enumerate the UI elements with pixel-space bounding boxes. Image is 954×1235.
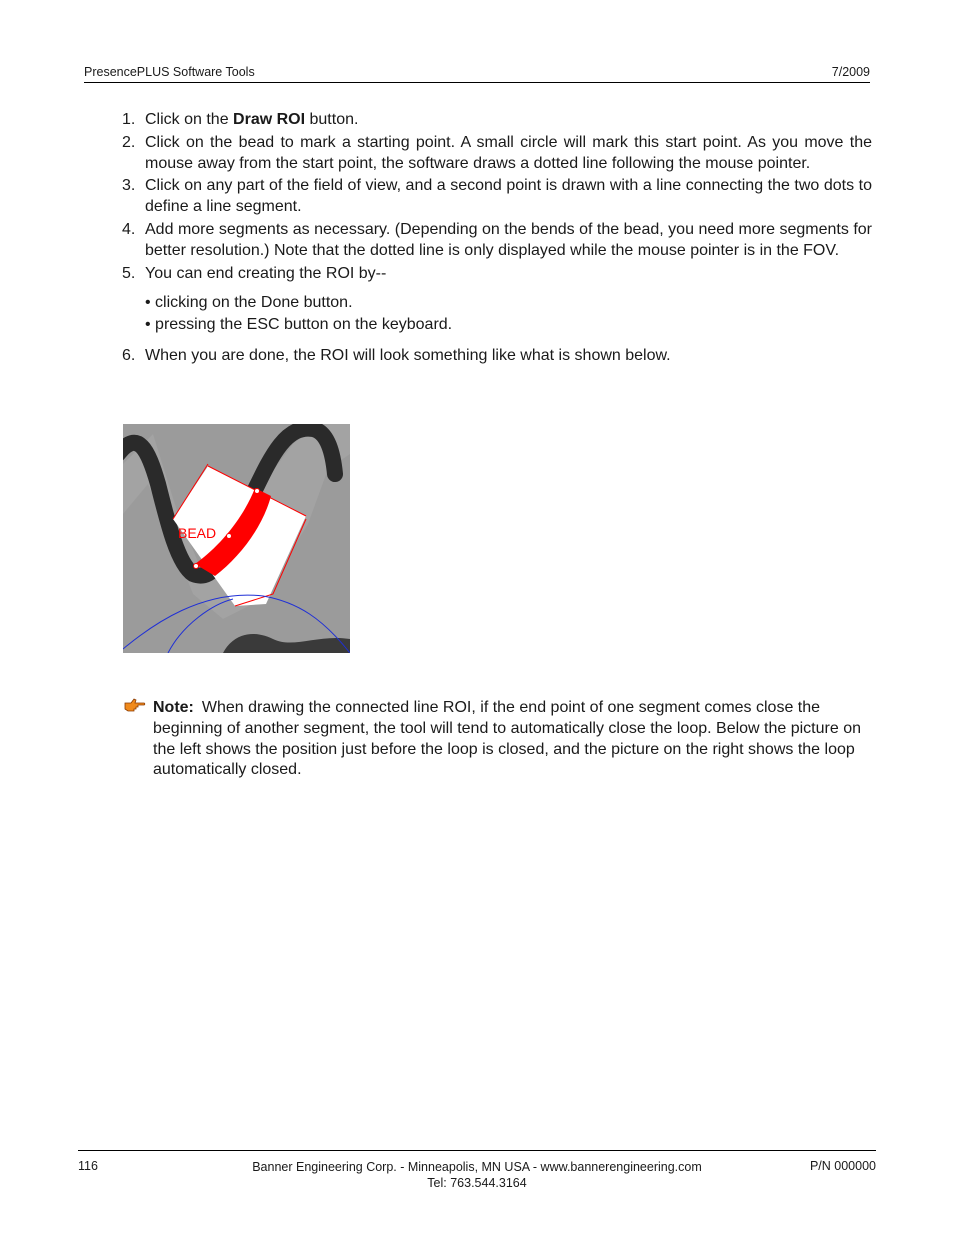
step-text: Click on the bead to mark a starting point. A small circle will mark this start point. As you move the mouse away from the start point, the software draws a dotted line following the mouse pointer. [145, 133, 872, 172]
step-text-pre: Click on the [145, 111, 234, 128]
step-1 [122, 110, 872, 131]
step-number: 3. [122, 177, 136, 195]
step-text: You can end creating the ROI by-- [145, 264, 387, 282]
step-2 [122, 133, 872, 175]
step-3 [122, 176, 872, 218]
step-text-post: button. [305, 111, 359, 128]
footer-company-line: Banner Engineering Corp. - Minneapolis, MN USA - www.bannerengineering.com [252, 1160, 702, 1174]
page-number: 116 [78, 1159, 98, 1173]
step-text: Add more segments as necessary. (Depending on the bends of the bead, you need more segments for better resolution.) Note that the dotted line is only displayed while the mouse pointer is in the FOV. [145, 220, 872, 259]
page-header [84, 64, 870, 83]
note-body: When drawing the connected line ROI, if the end point of one segment comes close the beginning of another segment, the tool will tend to automatically close the loop. Below the picture on the left shows the position just before the loop is closed, and the picture on the right shows the loop automatically closed. [153, 699, 861, 779]
header-title: PresencePLUS Software Tools [84, 65, 255, 79]
step-number: 4. [122, 220, 136, 238]
step-text [145, 110, 872, 131]
end-options-list [145, 292, 872, 336]
roi-label: BEAD [178, 525, 217, 541]
step-text: Click on any part of the field of view, and a second point is drawn with a line connecting the two dots to define a line segment. [145, 177, 872, 216]
step-5 [122, 264, 872, 285]
steps-list [122, 110, 872, 369]
step-6 [122, 346, 872, 367]
note-text [153, 698, 871, 781]
header-date: 7/2009 [831, 65, 870, 79]
page-footer [78, 1150, 876, 1190]
footer-company [78, 1159, 876, 1191]
part-number: P/N 000000 [809, 1159, 876, 1173]
footer-tel: Tel: 763.544.3164 [427, 1176, 527, 1190]
bullet-item: • clicking on the Done button. [145, 294, 353, 312]
step-text: When you are done, the ROI will look something like what is shown below. [145, 347, 671, 365]
step-number: 2. [122, 133, 136, 151]
roi-example-image [123, 424, 350, 653]
step-number: 1. [122, 111, 136, 128]
step-number: 6. [122, 347, 136, 365]
step-4 [122, 220, 872, 262]
step-number: 5. [122, 264, 136, 282]
note-label: Note: [153, 699, 194, 716]
bullet-item: • pressing the ESC button on the keyboard. [145, 316, 453, 334]
pointing-hand-icon [124, 697, 146, 713]
draw-roi-label: Draw ROI [233, 111, 306, 128]
